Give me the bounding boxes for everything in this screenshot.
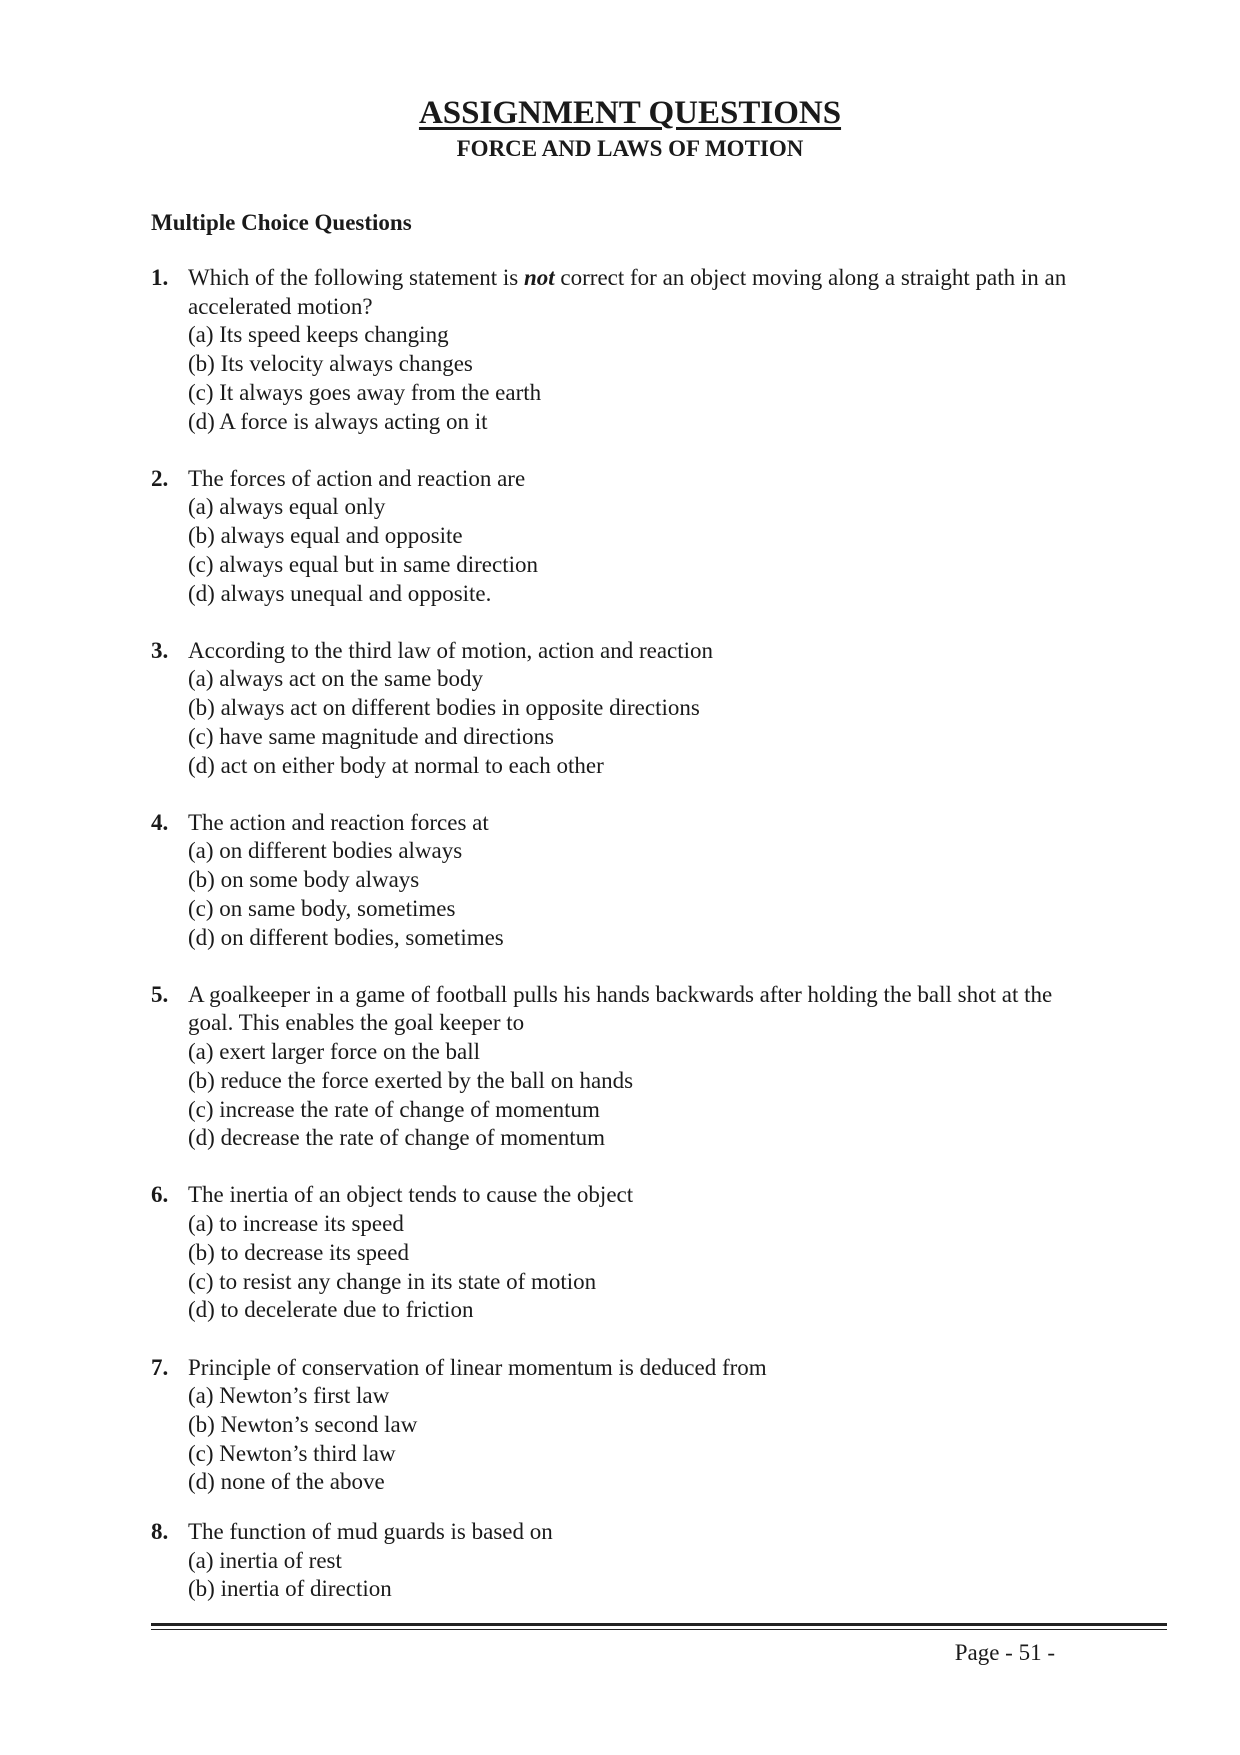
option: (a) on different bodies always — [188, 838, 463, 864]
option: (b) always act on different bodies in opposite directions — [188, 695, 700, 721]
section-heading: Multiple Choice Questions — [151, 210, 412, 235]
option: (c) to resist any change in its state of motion — [188, 1268, 597, 1294]
option: (d) decrease the rate of change of momentum — [188, 1125, 605, 1151]
question-7 — [151, 1354, 1096, 1498]
question-number: 8. — [151, 1519, 169, 1545]
question-5 — [151, 981, 1096, 1153]
question-list — [151, 264, 1096, 1633]
option: (b) inertia of direction — [188, 1576, 392, 1602]
option: (b) always equal and opposite — [188, 523, 463, 549]
option: (a) exert larger force on the ball — [188, 1039, 481, 1065]
option: (c) on same body, sometimes — [188, 895, 456, 921]
page-number: Page - 51 - — [954, 1640, 1055, 1665]
footer-rule-thin — [151, 1629, 1167, 1630]
option: (b) to decrease its speed — [188, 1239, 409, 1265]
option: (c) increase the rate of change of momentum — [188, 1096, 600, 1122]
option: (a) inertia of rest — [188, 1547, 342, 1573]
option: (d) act on either body at normal to each other — [188, 752, 604, 778]
option: (a) to increase its speed — [188, 1211, 404, 1237]
option: (c) Newton’s third law — [188, 1440, 396, 1466]
option: (b) Its velocity always changes — [188, 351, 473, 377]
question-text: A goalkeeper in a game of football pulls his hands backwards after holding the ball shot at the goal. This enables the goal keeper to — [188, 981, 1053, 1036]
page-title: ASSIGNMENT QUESTIONS — [418, 95, 842, 131]
option: (d) to decelerate due to friction — [188, 1297, 474, 1323]
question-text: The action and reaction forces at — [188, 809, 489, 835]
option: (a) Its speed keeps changing — [188, 322, 449, 348]
question-number: 1. — [151, 265, 169, 290]
question-4 — [151, 809, 1096, 953]
option: (c) always equal but in same direction — [188, 551, 538, 577]
question-text: Principle of conservation of linear momentum is deduced from — [188, 1354, 767, 1380]
option: (d) none of the above — [188, 1469, 385, 1495]
option: (b) Newton’s second law — [188, 1411, 418, 1437]
question-text: According to the third law of motion, action and reaction — [188, 637, 714, 663]
option: (a) always act on the same body — [188, 666, 484, 692]
option: (c) It always goes away from the earth — [188, 379, 542, 405]
question-8 — [151, 1518, 1096, 1604]
option: (a) Newton’s first law — [188, 1383, 390, 1409]
question-6 — [151, 1181, 1096, 1325]
option: (d) on different bodies, sometimes — [188, 924, 504, 950]
option: (d) A force is always acting on it — [188, 408, 488, 434]
option: (c) have same magnitude and directions — [188, 723, 554, 749]
question-number: 5. — [151, 981, 169, 1007]
page-subtitle: FORCE AND LAWS OF MOTION — [456, 136, 804, 161]
question-number: 6. — [151, 1182, 169, 1208]
question-text: The forces of action and reaction are — [188, 465, 526, 491]
option: (d) always unequal and opposite. — [188, 580, 492, 606]
question-text: Which of the following statement is not correct for an object moving along a straight path in an accelerated motion? — [188, 265, 1067, 319]
question-2 — [151, 465, 1096, 609]
option: (b) reduce the force exerted by the ball on hands — [188, 1067, 634, 1093]
question-number: 7. — [151, 1354, 169, 1380]
emphasis-text: not — [523, 265, 555, 290]
question-number: 3. — [151, 637, 169, 663]
footer-rule — [151, 1623, 1167, 1626]
option: (b) on some body always — [188, 867, 420, 893]
question-1 — [151, 264, 1096, 436]
question-3 — [151, 637, 1096, 781]
question-text: The function of mud guards is based on — [188, 1519, 553, 1545]
option: (a) always equal only — [188, 494, 386, 520]
question-number: 2. — [151, 465, 169, 491]
question-text: The inertia of an object tends to cause the object — [188, 1182, 634, 1208]
question-number: 4. — [151, 809, 169, 835]
